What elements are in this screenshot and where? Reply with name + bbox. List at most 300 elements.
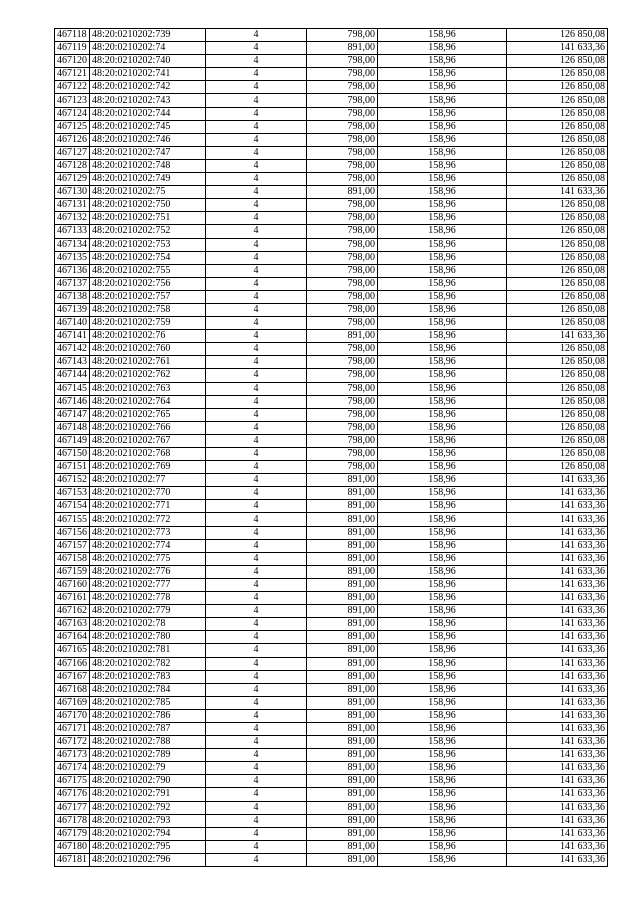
table-row <box>55 840 608 853</box>
row-number-cell: 467141 <box>55 330 90 343</box>
quantity-cell: 4 <box>206 264 307 277</box>
area-cell: 891,00 <box>307 539 378 552</box>
rate-cell: 158,96 <box>378 55 507 68</box>
total-cell: 126 850,08 <box>507 382 608 395</box>
cadastral-number-cell: 48:20:0210202:773 <box>90 526 206 539</box>
total-cell: 126 850,08 <box>507 238 608 251</box>
cadastral-number-cell: 48:20:0210202:786 <box>90 709 206 722</box>
rate-cell: 158,96 <box>378 513 507 526</box>
quantity-cell: 4 <box>206 133 307 146</box>
quantity-cell: 4 <box>206 853 307 866</box>
total-cell: 141 633,36 <box>507 749 608 762</box>
quantity-cell: 4 <box>206 238 307 251</box>
rate-cell: 158,96 <box>378 173 507 186</box>
total-cell: 126 850,08 <box>507 159 608 172</box>
quantity-cell: 4 <box>206 199 307 212</box>
row-number-cell: 467170 <box>55 709 90 722</box>
area-cell: 891,00 <box>307 513 378 526</box>
rate-cell: 158,96 <box>378 683 507 696</box>
total-cell: 126 850,08 <box>507 395 608 408</box>
cadastral-number-cell: 48:20:0210202:782 <box>90 657 206 670</box>
cadastral-number-cell: 48:20:0210202:747 <box>90 146 206 159</box>
table-row <box>55 775 608 788</box>
cadastral-number-cell: 48:20:0210202:76 <box>90 330 206 343</box>
area-cell: 891,00 <box>307 683 378 696</box>
quantity-cell: 4 <box>206 722 307 735</box>
area-cell: 798,00 <box>307 159 378 172</box>
quantity-cell: 4 <box>206 408 307 421</box>
row-number-cell: 467142 <box>55 343 90 356</box>
quantity-cell: 4 <box>206 565 307 578</box>
total-cell: 141 633,36 <box>507 330 608 343</box>
table-row <box>55 356 608 369</box>
total-cell: 141 633,36 <box>507 539 608 552</box>
total-cell: 141 633,36 <box>507 592 608 605</box>
rate-cell: 158,96 <box>378 762 507 775</box>
area-cell: 891,00 <box>307 565 378 578</box>
cadastral-number-cell: 48:20:0210202:742 <box>90 81 206 94</box>
quantity-cell: 4 <box>206 421 307 434</box>
table-row <box>55 225 608 238</box>
area-cell: 798,00 <box>307 81 378 94</box>
quantity-cell: 4 <box>206 605 307 618</box>
rate-cell: 158,96 <box>378 631 507 644</box>
table-row <box>55 29 608 42</box>
area-cell: 891,00 <box>307 775 378 788</box>
table-row <box>55 421 608 434</box>
total-cell: 141 633,36 <box>507 513 608 526</box>
area-cell: 798,00 <box>307 343 378 356</box>
rate-cell: 158,96 <box>378 212 507 225</box>
row-number-cell: 467163 <box>55 618 90 631</box>
row-number-cell: 467137 <box>55 277 90 290</box>
total-cell: 126 850,08 <box>507 356 608 369</box>
cadastral-number-cell: 48:20:0210202:759 <box>90 317 206 330</box>
row-number-cell: 467155 <box>55 513 90 526</box>
table-row <box>55 317 608 330</box>
table-row <box>55 749 608 762</box>
table-row <box>55 94 608 107</box>
row-number-cell: 467164 <box>55 631 90 644</box>
area-cell: 798,00 <box>307 395 378 408</box>
row-number-cell: 467146 <box>55 395 90 408</box>
quantity-cell: 4 <box>206 749 307 762</box>
total-cell: 141 633,36 <box>507 644 608 657</box>
area-cell: 891,00 <box>307 853 378 866</box>
cadastral-number-cell: 48:20:0210202:748 <box>90 159 206 172</box>
cadastral-number-cell: 48:20:0210202:776 <box>90 565 206 578</box>
table-row <box>55 487 608 500</box>
cadastral-number-cell: 48:20:0210202:752 <box>90 225 206 238</box>
quantity-cell: 4 <box>206 461 307 474</box>
row-number-cell: 467119 <box>55 42 90 55</box>
area-cell: 891,00 <box>307 749 378 762</box>
table-row <box>55 290 608 303</box>
total-cell: 141 633,36 <box>507 487 608 500</box>
row-number-cell: 467140 <box>55 317 90 330</box>
rate-cell: 158,96 <box>378 840 507 853</box>
rate-cell: 158,96 <box>378 709 507 722</box>
cadastral-number-cell: 48:20:0210202:775 <box>90 552 206 565</box>
quantity-cell: 4 <box>206 120 307 133</box>
area-cell: 891,00 <box>307 578 378 591</box>
table-row <box>55 565 608 578</box>
table-row <box>55 434 608 447</box>
row-number-cell: 467127 <box>55 146 90 159</box>
rate-cell: 158,96 <box>378 133 507 146</box>
area-cell: 798,00 <box>307 55 378 68</box>
total-cell: 141 633,36 <box>507 696 608 709</box>
area-cell: 798,00 <box>307 212 378 225</box>
table-row <box>55 55 608 68</box>
total-cell: 126 850,08 <box>507 199 608 212</box>
cadastral-number-cell: 48:20:0210202:761 <box>90 356 206 369</box>
quantity-cell: 4 <box>206 395 307 408</box>
table-row <box>55 853 608 866</box>
table-row <box>55 788 608 801</box>
table-row <box>55 343 608 356</box>
total-cell: 126 850,08 <box>507 461 608 474</box>
row-number-cell: 467161 <box>55 592 90 605</box>
row-number-cell: 467134 <box>55 238 90 251</box>
table-row <box>55 474 608 487</box>
table-row <box>55 133 608 146</box>
total-cell: 141 633,36 <box>507 500 608 513</box>
total-cell: 141 633,36 <box>507 762 608 775</box>
quantity-cell: 4 <box>206 474 307 487</box>
rate-cell: 158,96 <box>378 565 507 578</box>
area-cell: 798,00 <box>307 225 378 238</box>
quantity-cell: 4 <box>206 251 307 264</box>
cadastral-number-cell: 48:20:0210202:790 <box>90 775 206 788</box>
quantity-cell: 4 <box>206 448 307 461</box>
rate-cell: 158,96 <box>378 290 507 303</box>
cadastral-number-cell: 48:20:0210202:787 <box>90 722 206 735</box>
rate-cell: 158,96 <box>378 369 507 382</box>
row-number-cell: 467169 <box>55 696 90 709</box>
total-cell: 126 850,08 <box>507 81 608 94</box>
table-row <box>55 592 608 605</box>
table-body <box>55 29 608 867</box>
row-number-cell: 467173 <box>55 749 90 762</box>
total-cell: 141 633,36 <box>507 552 608 565</box>
area-cell: 798,00 <box>307 356 378 369</box>
cadastral-number-cell: 48:20:0210202:754 <box>90 251 206 264</box>
cadastral-number-cell: 48:20:0210202:763 <box>90 382 206 395</box>
cadastral-number-cell: 48:20:0210202:795 <box>90 840 206 853</box>
row-number-cell: 467171 <box>55 722 90 735</box>
table-row <box>55 814 608 827</box>
rate-cell: 158,96 <box>378 303 507 316</box>
total-cell: 126 850,08 <box>507 290 608 303</box>
rate-cell: 158,96 <box>378 343 507 356</box>
row-number-cell: 467153 <box>55 487 90 500</box>
cadastral-number-cell: 48:20:0210202:778 <box>90 592 206 605</box>
table-row <box>55 657 608 670</box>
total-cell: 141 633,36 <box>507 801 608 814</box>
total-cell: 126 850,08 <box>507 94 608 107</box>
total-cell: 126 850,08 <box>507 343 608 356</box>
table-row <box>55 186 608 199</box>
table-row <box>55 762 608 775</box>
rate-cell: 158,96 <box>378 199 507 212</box>
quantity-cell: 4 <box>206 552 307 565</box>
cadastral-number-cell: 48:20:0210202:774 <box>90 539 206 552</box>
area-cell: 798,00 <box>307 434 378 447</box>
rate-cell: 158,96 <box>378 81 507 94</box>
quantity-cell: 4 <box>206 513 307 526</box>
rate-cell: 158,96 <box>378 408 507 421</box>
cadastral-number-cell: 48:20:0210202:784 <box>90 683 206 696</box>
row-number-cell: 467118 <box>55 29 90 42</box>
cadastral-number-cell: 48:20:0210202:756 <box>90 277 206 290</box>
row-number-cell: 467128 <box>55 159 90 172</box>
quantity-cell: 4 <box>206 42 307 55</box>
table-row <box>55 382 608 395</box>
table-row <box>55 251 608 264</box>
area-cell: 891,00 <box>307 670 378 683</box>
row-number-cell: 467180 <box>55 840 90 853</box>
rate-cell: 158,96 <box>378 29 507 42</box>
quantity-cell: 4 <box>206 94 307 107</box>
quantity-cell: 4 <box>206 146 307 159</box>
rate-cell: 158,96 <box>378 264 507 277</box>
table-row <box>55 539 608 552</box>
quantity-cell: 4 <box>206 107 307 120</box>
table-row <box>55 199 608 212</box>
quantity-cell: 4 <box>206 775 307 788</box>
quantity-cell: 4 <box>206 434 307 447</box>
quantity-cell: 4 <box>206 55 307 68</box>
quantity-cell: 4 <box>206 709 307 722</box>
rate-cell: 158,96 <box>378 238 507 251</box>
cadastral-number-cell: 48:20:0210202:755 <box>90 264 206 277</box>
area-cell: 798,00 <box>307 107 378 120</box>
table-row <box>55 264 608 277</box>
area-cell: 798,00 <box>307 94 378 107</box>
area-cell: 798,00 <box>307 264 378 277</box>
cadastral-number-cell: 48:20:0210202:740 <box>90 55 206 68</box>
area-cell: 798,00 <box>307 461 378 474</box>
row-number-cell: 467162 <box>55 605 90 618</box>
table-row <box>55 461 608 474</box>
row-number-cell: 467149 <box>55 434 90 447</box>
area-cell: 891,00 <box>307 644 378 657</box>
cadastral-number-cell: 48:20:0210202:766 <box>90 421 206 434</box>
quantity-cell: 4 <box>206 631 307 644</box>
total-cell: 141 633,36 <box>507 42 608 55</box>
row-number-cell: 467175 <box>55 775 90 788</box>
table-row <box>55 238 608 251</box>
cadastral-number-cell: 48:20:0210202:78 <box>90 618 206 631</box>
table-row <box>55 395 608 408</box>
rate-cell: 158,96 <box>378 251 507 264</box>
rate-cell: 158,96 <box>378 487 507 500</box>
rate-cell: 158,96 <box>378 801 507 814</box>
area-cell: 891,00 <box>307 801 378 814</box>
rate-cell: 158,96 <box>378 68 507 81</box>
row-number-cell: 467148 <box>55 421 90 434</box>
table-row <box>55 212 608 225</box>
quantity-cell: 4 <box>206 317 307 330</box>
row-number-cell: 467130 <box>55 186 90 199</box>
area-cell: 891,00 <box>307 552 378 565</box>
cadastral-number-cell: 48:20:0210202:760 <box>90 343 206 356</box>
area-cell: 798,00 <box>307 238 378 251</box>
cadastral-number-cell: 48:20:0210202:743 <box>90 94 206 107</box>
total-cell: 126 850,08 <box>507 369 608 382</box>
table-row <box>55 683 608 696</box>
cadastral-number-cell: 48:20:0210202:741 <box>90 68 206 81</box>
area-cell: 891,00 <box>307 526 378 539</box>
table-row <box>55 526 608 539</box>
area-cell: 798,00 <box>307 133 378 146</box>
quantity-cell: 4 <box>206 159 307 172</box>
total-cell: 126 850,08 <box>507 421 608 434</box>
cadastral-number-cell: 48:20:0210202:764 <box>90 395 206 408</box>
area-cell: 891,00 <box>307 736 378 749</box>
row-number-cell: 467123 <box>55 94 90 107</box>
area-cell: 798,00 <box>307 382 378 395</box>
quantity-cell: 4 <box>206 736 307 749</box>
table-row <box>55 120 608 133</box>
area-cell: 798,00 <box>307 369 378 382</box>
total-cell: 126 850,08 <box>507 225 608 238</box>
area-cell: 798,00 <box>307 173 378 186</box>
rate-cell: 158,96 <box>378 395 507 408</box>
area-cell: 891,00 <box>307 840 378 853</box>
area-cell: 798,00 <box>307 277 378 290</box>
table-row <box>55 709 608 722</box>
cadastral-number-cell: 48:20:0210202:777 <box>90 578 206 591</box>
rate-cell: 158,96 <box>378 42 507 55</box>
rate-cell: 158,96 <box>378 853 507 866</box>
row-number-cell: 467167 <box>55 670 90 683</box>
table-row <box>55 670 608 683</box>
cadastral-number-cell: 48:20:0210202:783 <box>90 670 206 683</box>
row-number-cell: 467131 <box>55 199 90 212</box>
total-cell: 126 850,08 <box>507 55 608 68</box>
rate-cell: 158,96 <box>378 552 507 565</box>
table-row <box>55 513 608 526</box>
area-cell: 798,00 <box>307 421 378 434</box>
rate-cell: 158,96 <box>378 500 507 513</box>
quantity-cell: 4 <box>206 814 307 827</box>
quantity-cell: 4 <box>206 225 307 238</box>
cadastral-number-cell: 48:20:0210202:792 <box>90 801 206 814</box>
total-cell: 141 633,36 <box>507 605 608 618</box>
table-row <box>55 448 608 461</box>
total-cell: 141 633,36 <box>507 775 608 788</box>
area-cell: 798,00 <box>307 290 378 303</box>
area-cell: 891,00 <box>307 722 378 735</box>
table-row <box>55 552 608 565</box>
row-number-cell: 467143 <box>55 356 90 369</box>
table-row <box>55 42 608 55</box>
area-cell: 891,00 <box>307 696 378 709</box>
row-number-cell: 467147 <box>55 408 90 421</box>
quantity-cell: 4 <box>206 618 307 631</box>
total-cell: 141 633,36 <box>507 618 608 631</box>
quantity-cell: 4 <box>206 303 307 316</box>
cadastral-number-cell: 48:20:0210202:788 <box>90 736 206 749</box>
quantity-cell: 4 <box>206 277 307 290</box>
rate-cell: 158,96 <box>378 474 507 487</box>
table-row <box>55 107 608 120</box>
cadastral-number-cell: 48:20:0210202:793 <box>90 814 206 827</box>
rate-cell: 158,96 <box>378 736 507 749</box>
cadastral-number-cell: 48:20:0210202:751 <box>90 212 206 225</box>
quantity-cell: 4 <box>206 343 307 356</box>
table-row <box>55 68 608 81</box>
rate-cell: 158,96 <box>378 186 507 199</box>
row-number-cell: 467159 <box>55 565 90 578</box>
cadastral-number-cell: 48:20:0210202:75 <box>90 186 206 199</box>
row-number-cell: 467136 <box>55 264 90 277</box>
total-cell: 141 633,36 <box>507 827 608 840</box>
total-cell: 141 633,36 <box>507 853 608 866</box>
rate-cell: 158,96 <box>378 775 507 788</box>
cadastral-number-cell: 48:20:0210202:780 <box>90 631 206 644</box>
row-number-cell: 467133 <box>55 225 90 238</box>
total-cell: 126 850,08 <box>507 212 608 225</box>
total-cell: 126 850,08 <box>507 107 608 120</box>
quantity-cell: 4 <box>206 827 307 840</box>
table-row <box>55 369 608 382</box>
cadastral-number-cell: 48:20:0210202:79 <box>90 762 206 775</box>
row-number-cell: 467174 <box>55 762 90 775</box>
area-cell: 798,00 <box>307 303 378 316</box>
area-cell: 891,00 <box>307 709 378 722</box>
total-cell: 141 633,36 <box>507 709 608 722</box>
table-row <box>55 722 608 735</box>
area-cell: 891,00 <box>307 330 378 343</box>
row-number-cell: 467156 <box>55 526 90 539</box>
total-cell: 126 850,08 <box>507 448 608 461</box>
quantity-cell: 4 <box>206 290 307 303</box>
total-cell: 141 633,36 <box>507 736 608 749</box>
total-cell: 126 850,08 <box>507 303 608 316</box>
table-row <box>55 801 608 814</box>
area-cell: 891,00 <box>307 618 378 631</box>
row-number-cell: 467124 <box>55 107 90 120</box>
quantity-cell: 4 <box>206 670 307 683</box>
cadastral-number-cell: 48:20:0210202:779 <box>90 605 206 618</box>
cadastral-number-cell: 48:20:0210202:750 <box>90 199 206 212</box>
total-cell: 126 850,08 <box>507 251 608 264</box>
cadastral-number-cell: 48:20:0210202:745 <box>90 120 206 133</box>
table-row <box>55 330 608 343</box>
rate-cell: 158,96 <box>378 578 507 591</box>
table-row <box>55 578 608 591</box>
cadastral-number-cell: 48:20:0210202:768 <box>90 448 206 461</box>
area-cell: 798,00 <box>307 29 378 42</box>
row-number-cell: 467122 <box>55 81 90 94</box>
quantity-cell: 4 <box>206 173 307 186</box>
rate-cell: 158,96 <box>378 788 507 801</box>
row-number-cell: 467126 <box>55 133 90 146</box>
row-number-cell: 467179 <box>55 827 90 840</box>
table-row <box>55 605 608 618</box>
total-cell: 141 633,36 <box>507 474 608 487</box>
row-number-cell: 467144 <box>55 369 90 382</box>
total-cell: 141 633,36 <box>507 840 608 853</box>
cadastral-number-cell: 48:20:0210202:744 <box>90 107 206 120</box>
cadastral-number-cell: 48:20:0210202:753 <box>90 238 206 251</box>
row-number-cell: 467178 <box>55 814 90 827</box>
row-number-cell: 467154 <box>55 500 90 513</box>
rate-cell: 158,96 <box>378 421 507 434</box>
